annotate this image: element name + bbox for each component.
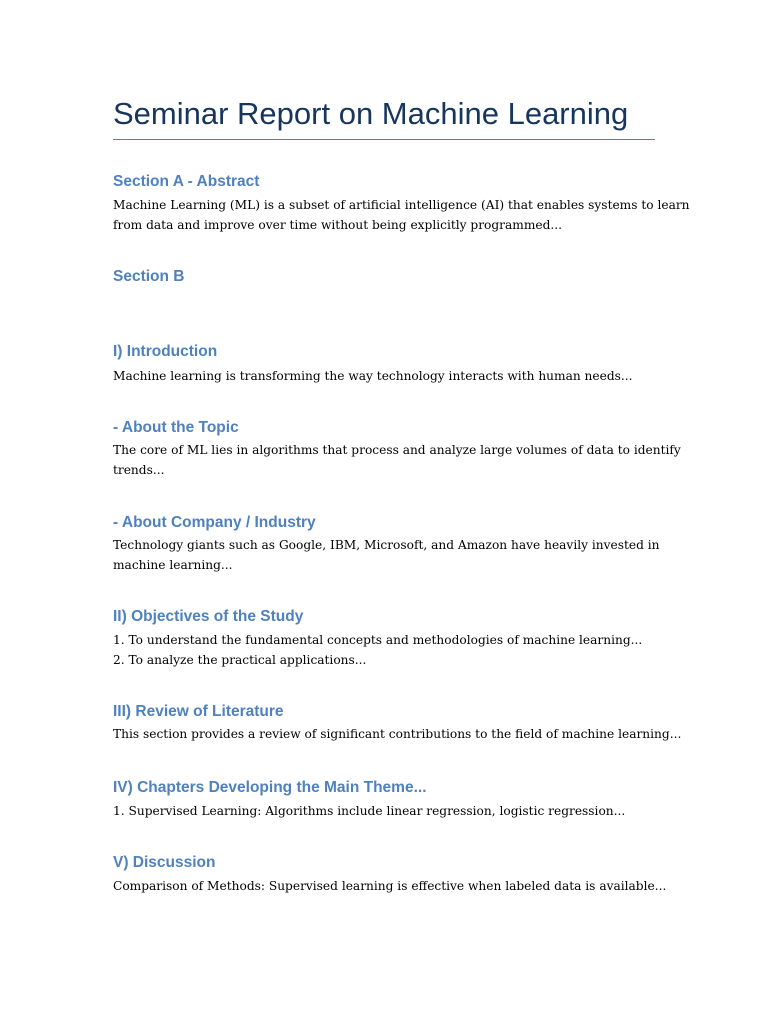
body-line: 1. Supervised Learning: Algorithms include linear regression, logistic regression... — [113, 804, 626, 818]
section-heading-discussion: V) Discussion — [113, 854, 216, 871]
section-heading-about-topic: - About the Topic — [113, 419, 239, 436]
section-body-about-topic — [113, 441, 681, 480]
body-line: from data and improve over time without being explicitly programmed... — [113, 217, 563, 232]
section-body-objectives — [113, 631, 658, 670]
section-heading-literature-review: III) Review of Literature — [113, 703, 284, 720]
section-heading-section-b: Section B — [113, 268, 185, 285]
section-body-discussion — [113, 877, 667, 897]
document-title: Seminar Report on Machine Learning — [113, 96, 629, 131]
section-body-abstract — [113, 196, 690, 235]
body-line: Machine Learning (ML) is a subset of artificial intelligence (AI) that enables systems to learn — [113, 198, 690, 212]
section-heading-objectives: II) Objectives of the Study — [113, 608, 304, 625]
section-heading-chapters: IV) Chapters Developing the Main Theme... — [113, 779, 427, 796]
section-body-introduction — [113, 367, 658, 387]
section-body-literature-review — [113, 725, 682, 745]
section-body-chapters — [113, 802, 658, 822]
body-line: 1. To understand the fundamental concepts and methodologies of machine learning... — [113, 633, 643, 647]
title-underline — [113, 139, 655, 140]
section-heading-about-company: - About Company / Industry — [113, 514, 316, 531]
section-heading-introduction: I) Introduction — [113, 343, 218, 360]
body-line: Comparison of Methods: Supervised learning is effective when labeled data is available... — [113, 879, 667, 893]
section-body-about-company — [113, 536, 658, 575]
body-line: Technology giants such as Google, IBM, Microsoft, and Amazon have heavily invested in — [113, 538, 660, 552]
body-line: 2. To analyze the practical applications... — [113, 652, 367, 667]
body-line: This section provides a review of significant contributions to the field of machine learning... — [113, 727, 682, 741]
body-line: The core of ML lies in algorithms that process and analyze large volumes of data to identify — [113, 443, 681, 457]
body-line: machine learning... — [113, 557, 233, 572]
body-line: trends... — [113, 462, 165, 477]
section-heading-abstract: Section A - Abstract — [113, 173, 260, 190]
body-line: Machine learning is transforming the way technology interacts with human needs... — [113, 369, 633, 383]
